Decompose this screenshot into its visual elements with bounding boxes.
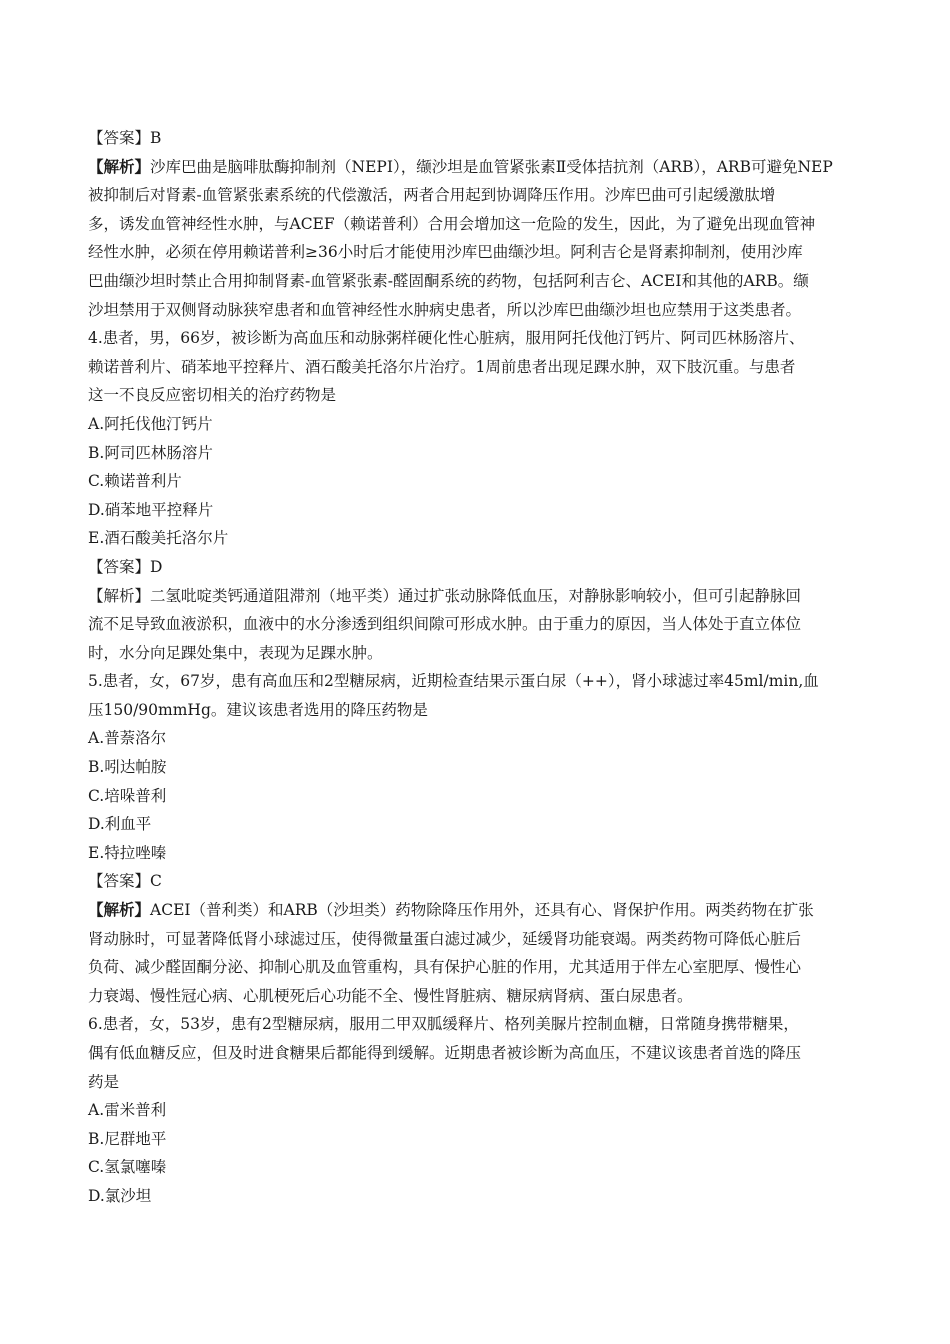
- q5-option-b: B.吲达帕胺: [88, 758, 167, 777]
- q3-analysis-line: 【解析】沙库巴曲是脑啡肽酶抑制剂（NEPI），缬沙坦是血管紧张素Ⅱ受体拮抗剂（ARB），ARB可避免NEP: [88, 156, 833, 176]
- q4-option-c: C.赖诺普利片: [88, 472, 182, 491]
- q4-stem-line: 这一不良反应密切相关的治疗药物是: [88, 386, 337, 405]
- q6-stem-line: 偶有低血糖反应，但及时进食糖果后都能得到缓解。近期患者被诊断为高血压，不建议该患者首选的降压: [88, 1044, 802, 1062]
- q5-analysis-line: 负荷、减少醛固酮分泌、抑制心肌及血管重构，具有保护心脏的作用，尤其适用于伴左心室肥厚、慢性心: [88, 958, 802, 977]
- answer-value: D: [150, 557, 163, 576]
- q5-answer: [88, 867, 868, 896]
- q5-analysis-line: 【解析】ACEI（普利类）和ARB（沙坦类）药物除降压作用外，还具有心、肾保护作用。两类药物在扩张: [88, 900, 814, 920]
- answer-value: B: [150, 129, 162, 147]
- q3-analysis-line: 经性水肿，必须在停用赖诺普利≥36小时后才能使用沙库巴曲缬沙坦。阿利吉仑是肾素抑制剂，使用沙库: [88, 243, 803, 262]
- analysis-label: 【解析】: [88, 586, 151, 605]
- q4-answer: [88, 553, 868, 582]
- q3-analysis-line: 多，诱发血管神经性水肿，与ACEF（赖诺普利）合用会增加这一危险的发生，因此，为了避免出现血管神: [88, 214, 816, 233]
- q6-stem-line: 药是: [88, 1072, 120, 1091]
- q6-option-d: D.氯沙坦: [88, 1186, 152, 1205]
- answer-label: 【答案】: [88, 129, 151, 147]
- q5-stem-line: 5.患者，女，67岁，患有高血压和2型糖尿病，近期检查结果示蛋白尿（++），肾小球滤过率45ml/min,血: [88, 672, 819, 691]
- q4-analysis-line: 【解析】二氢吡啶类钙通道阻滞剂（地平类）通过扩张动脉降低血压，对静脉影响较小，但可引起静脉回: [88, 586, 802, 605]
- document-page: [88, 124, 868, 1211]
- q4-stem-line: 赖诺普利片、硝苯地平控释片、酒石酸美托洛尔片治疗。1周前患者出现足踝水肿，双下肢沉重。与患者: [88, 357, 796, 376]
- q5-analysis-line: 肾动脉时，可显著降低肾小球滤过压，使得微量蛋白滤过减少，延缓肾功能衰竭。两类药物可降低心脏后: [88, 929, 802, 948]
- q5-option-d: D.利血平: [88, 815, 152, 834]
- q3-answer: [88, 124, 868, 153]
- q3-analysis-line: 巴曲缬沙坦时禁止合用抑制肾素-血管紧张素-醛固酮系统的药物，包括阿利吉仑、ACEI和其他的ARB。缬: [88, 271, 809, 290]
- q4-analysis-line: 流不足导致血液淤积，血液中的水分渗透到组织间隙可形成水肿。由于重力的原因，当人体处于直立体位: [88, 615, 802, 634]
- q5-stem-line: 压150/90mmHg。建议该患者选用的降压药物是: [88, 700, 428, 719]
- q5-option-e: E.特拉唑嗪: [88, 843, 167, 862]
- q6-option-c: C.氢氯噻嗪: [88, 1158, 167, 1177]
- analysis-label: 【解析】: [88, 900, 151, 920]
- q5-option-a: A.普萘洛尔: [88, 729, 167, 748]
- q4-stem-line: 4.患者，男，66岁，被诊断为高血压和动脉粥样硬化性心脏病，服用阿托伐他汀钙片、阿司匹林肠溶片、: [88, 329, 805, 348]
- q6-option-a: A.雷米普利: [88, 1101, 167, 1120]
- q6-option-b: B.尼群地平: [88, 1129, 167, 1148]
- q6-stem-line: 6.患者，女，53岁，患有2型糖尿病，服用二甲双胍缓释片、格列美脲片控制血糖，日常随身携带糖果，: [88, 1015, 799, 1034]
- q4-option-d: D.硝苯地平控释片: [88, 500, 214, 519]
- q3-analysis-line: 沙坦禁用于双侧肾动脉狭窄患者和血管神经性水肿病史患者，所以沙库巴曲缬沙坦也应禁用于这类患者。: [88, 300, 802, 319]
- q4-option-a: A.阿托伐他汀钙片: [88, 414, 213, 433]
- answer-label: 【答案】: [88, 557, 151, 576]
- q5-option-c: C.培哚普利: [88, 786, 167, 805]
- analysis-label: 【解析】: [88, 156, 151, 176]
- answer-value: C: [150, 872, 162, 891]
- q5-analysis-line: 力衰竭、慢性冠心病、心肌梗死后心功能不全、慢性肾脏病、糖尿病肾病、蛋白尿患者。: [88, 986, 693, 1005]
- q4-analysis-line: 时，水分向足踝处集中，表现为足踝水肿。: [88, 643, 383, 662]
- q4-option-e: E.酒石酸美托洛尔片: [88, 529, 229, 548]
- q4-option-b: B.阿司匹林肠溶片: [88, 443, 213, 462]
- answer-label: 【答案】: [88, 872, 151, 891]
- q3-analysis-line: 被抑制后对肾素-血管紧张素系统的代偿激活，两者合用起到协调降压作用。沙库巴曲可引起缓激肽增: [88, 186, 776, 205]
